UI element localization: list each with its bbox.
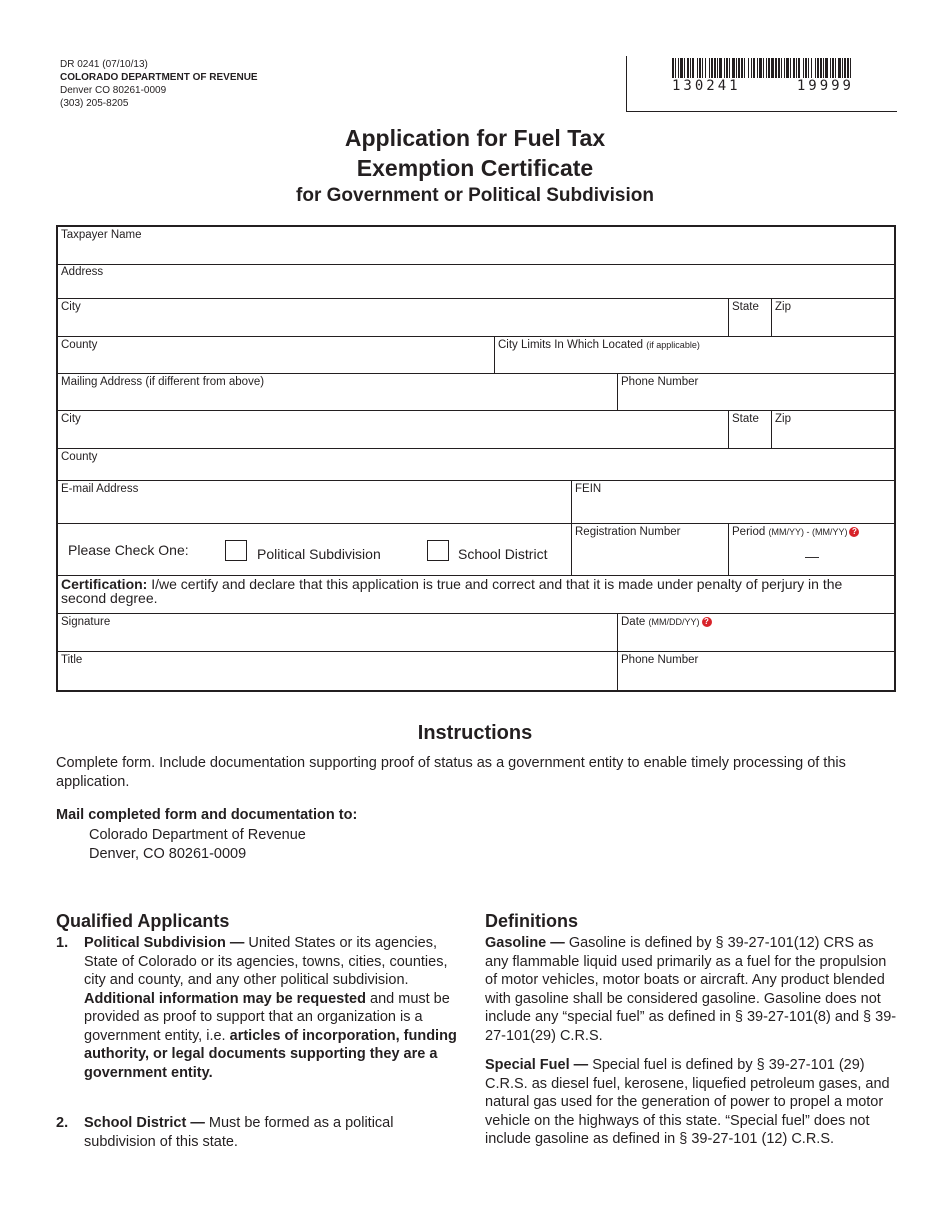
barcode-bar bbox=[709, 58, 710, 78]
barcode-bar bbox=[775, 58, 777, 78]
barcode-bar bbox=[717, 58, 718, 78]
row-title bbox=[58, 652, 894, 690]
item-1-bold-2: articles of incorporation, funding authority, or legal documents supporting they are a government entity. bbox=[84, 1027, 457, 1081]
item-political-subdivision bbox=[84, 934, 469, 1082]
row-signature bbox=[58, 614, 894, 652]
item-1-term: Political Subdivision — bbox=[84, 935, 245, 951]
barcode-bar bbox=[838, 58, 841, 78]
mailing-zip-label: Zip bbox=[775, 413, 791, 425]
barcode-bar bbox=[751, 58, 752, 78]
barcode-bar bbox=[684, 58, 685, 78]
registration-number-label: Registration Number bbox=[575, 526, 681, 538]
barcode-bar bbox=[781, 58, 782, 78]
barcode-bar bbox=[702, 58, 703, 78]
barcode-bar bbox=[823, 58, 824, 78]
state-label: State bbox=[732, 301, 759, 313]
barcode-bar bbox=[778, 58, 780, 78]
barcode-bar bbox=[768, 58, 770, 78]
barcode-bar bbox=[784, 58, 785, 78]
barcode-bar bbox=[726, 58, 728, 78]
barcode-bar bbox=[680, 58, 683, 78]
barcode-bar bbox=[678, 58, 679, 78]
row-email bbox=[58, 481, 894, 524]
item-1-bold-1: Additional information may be requested bbox=[84, 990, 366, 1007]
phone-number-field[interactable] bbox=[617, 374, 894, 410]
definitions-heading: Definitions bbox=[485, 911, 578, 931]
barcode-bar bbox=[842, 58, 843, 78]
subtitle: for Government or Political Subdivision bbox=[296, 185, 654, 206]
certification-text bbox=[61, 577, 891, 605]
instructions-paragraph: Complete form. Include documentation supporting proof of status as a government entity to enable timely processing of this application. bbox=[56, 755, 846, 790]
form-id: DR 0241 (07/10/13) bbox=[60, 59, 148, 70]
qualified-applicants-heading: Qualified Applicants bbox=[56, 911, 230, 931]
barcode-bar bbox=[796, 58, 797, 78]
barcode-number bbox=[672, 78, 854, 94]
check-one-group bbox=[58, 524, 571, 575]
barcode-bar bbox=[850, 58, 851, 78]
barcode-bar bbox=[844, 58, 846, 78]
barcode-bar bbox=[771, 58, 774, 78]
row-mailing bbox=[58, 374, 894, 411]
address-field[interactable] bbox=[58, 265, 894, 298]
barcode-bar bbox=[744, 58, 745, 78]
barcode-bar bbox=[808, 58, 809, 78]
instructions-heading: Instructions bbox=[417, 722, 533, 744]
row-check bbox=[58, 524, 894, 576]
county-field[interactable] bbox=[58, 337, 494, 373]
item-1-number: 1. bbox=[56, 935, 69, 951]
date-format: (MM/DD/YY) bbox=[648, 617, 700, 627]
date-label: Date bbox=[621, 616, 646, 628]
zip-field[interactable] bbox=[771, 299, 894, 336]
please-check-label: Please Check One: bbox=[68, 542, 189, 558]
barcode-bar bbox=[741, 58, 743, 78]
certification-body: I/we certify and declare that this application is true and correct and that it is made under penalty of perjury in the second degree. bbox=[61, 576, 843, 606]
school-district-label: School District bbox=[458, 546, 548, 562]
state-field[interactable] bbox=[728, 299, 771, 336]
fein-field[interactable] bbox=[571, 481, 894, 524]
mailing-zip-field[interactable] bbox=[771, 411, 894, 448]
mailing-state-label: State bbox=[732, 413, 759, 425]
email-field[interactable] bbox=[58, 481, 571, 524]
signer-phone-field[interactable] bbox=[617, 652, 894, 690]
mailing-county-field[interactable] bbox=[58, 449, 894, 480]
signer-phone-label: Phone Number bbox=[621, 654, 699, 666]
mailing-city-label: City bbox=[61, 413, 81, 425]
barcode-bar bbox=[786, 58, 789, 78]
mail-heading: Mail completed form and documentation to: bbox=[56, 807, 358, 823]
definition-gasoline bbox=[485, 934, 897, 1045]
barcode-number-left: 130241 bbox=[672, 78, 741, 94]
date-field[interactable] bbox=[617, 614, 894, 651]
barcode-number-right: 19999 bbox=[796, 78, 854, 94]
city-label: City bbox=[61, 301, 81, 313]
barcode-bar bbox=[675, 58, 676, 78]
barcode-bar bbox=[763, 58, 764, 78]
title-field[interactable] bbox=[58, 652, 617, 690]
mailing-city-field[interactable] bbox=[58, 411, 728, 448]
school-district-checkbox[interactable] bbox=[427, 540, 449, 561]
phone-number-label: Phone Number bbox=[621, 376, 699, 388]
item-school-district bbox=[84, 1114, 469, 1151]
zip-label: Zip bbox=[775, 301, 791, 313]
mailing-county-label: County bbox=[61, 451, 98, 463]
gasoline-text: Gasoline is defined by § 39-27-101(12) CRS as any flammable liquid used primarily as a fuel for the propulsion of motor vehicles, motor boats or aircraft. Any product blended with gasoline shall be considered gasoline. Gasoline does not include any “special fuel” as defined in § 39-27-101(8) and § 39-27-101(29) C.R.S. bbox=[485, 935, 897, 1044]
barcode-bar bbox=[738, 58, 740, 78]
barcode-bar bbox=[748, 58, 749, 78]
barcode-bar bbox=[692, 58, 694, 78]
barcode-bar bbox=[736, 58, 737, 78]
barcode-bar bbox=[815, 58, 816, 78]
mailing-address-label: Mailing Address (if different from above) bbox=[61, 376, 265, 388]
political-subdivision-label: Political Subdivision bbox=[257, 546, 381, 562]
barcode-bar bbox=[817, 58, 819, 78]
email-label: E-mail Address bbox=[61, 483, 139, 495]
item-1-text: United States or its agencies, State of Colorado or its agencies, towns, cities, counties, city and county, and any other political subdivision. bbox=[84, 935, 448, 988]
row-city bbox=[58, 299, 894, 337]
period-field[interactable] bbox=[728, 524, 894, 575]
item-2-text: Must be formed as a political subdivision of this state. bbox=[84, 1115, 394, 1150]
barcode-bar bbox=[825, 58, 828, 78]
county-label: County bbox=[61, 339, 98, 351]
barcode-bar bbox=[687, 58, 689, 78]
taxpayer-name-field[interactable] bbox=[58, 227, 894, 264]
row-city-2 bbox=[58, 411, 894, 449]
city-field[interactable] bbox=[58, 299, 728, 336]
barcode-bar bbox=[672, 58, 674, 78]
city-limits-note: (if applicable) bbox=[646, 340, 700, 350]
item-2-term: School District — bbox=[84, 1115, 205, 1131]
barcode bbox=[672, 58, 854, 78]
barcode-bar bbox=[729, 58, 730, 78]
mail-address-line-1: Colorado Department of Revenue bbox=[89, 827, 306, 843]
barcode-bar bbox=[699, 58, 701, 78]
barcode-bar bbox=[705, 58, 706, 78]
row-certification bbox=[58, 576, 894, 614]
period-format: (MM/YY) - (MM/YY) bbox=[768, 527, 848, 537]
row-county bbox=[58, 337, 894, 374]
title-line-2: Exemption Certificate bbox=[356, 155, 594, 181]
department-phone: (303) 205-8205 bbox=[60, 98, 129, 109]
barcode-bar bbox=[847, 58, 849, 78]
registration-number-field[interactable] bbox=[571, 524, 728, 575]
fein-label: FEIN bbox=[575, 483, 602, 495]
gasoline-term: Gasoline — bbox=[485, 935, 565, 951]
barcode-bar bbox=[714, 58, 716, 78]
signature-field[interactable] bbox=[58, 614, 617, 651]
city-limits-field[interactable] bbox=[494, 337, 894, 373]
special-fuel-text: Special fuel is defined by § 39-27-101 (29) C.R.S. as diesel fuel, kerosene, liquefied petroleum gases, and natural gas used for the generation of power to propel a motor vehicle on the highways of this state. “Special fuel” does not include gasoline as defined in § 39-27-101 (12) C.R.S. bbox=[485, 1057, 890, 1147]
barcode-bar bbox=[832, 58, 834, 78]
definition-special-fuel bbox=[485, 1056, 897, 1149]
certification-label: Certification: bbox=[61, 576, 148, 592]
barcode-bar bbox=[724, 58, 725, 78]
signature-label: Signature bbox=[61, 616, 111, 628]
row-address bbox=[58, 265, 894, 299]
barcode-bar bbox=[811, 58, 812, 78]
period-help-icon[interactable]: ? bbox=[849, 527, 859, 537]
barcode-bar bbox=[757, 58, 758, 78]
title-label: Title bbox=[61, 654, 83, 666]
period-dash: — bbox=[805, 548, 819, 564]
mail-address-line-2: Denver, CO 80261-0009 bbox=[89, 846, 247, 862]
period-label: Period bbox=[732, 526, 766, 538]
barcode-bar bbox=[820, 58, 822, 78]
title-line-1: Application for Fuel Tax bbox=[344, 125, 606, 151]
barcode-bar bbox=[766, 58, 767, 78]
barcode-bar bbox=[719, 58, 722, 78]
barcode-bar bbox=[798, 58, 800, 78]
department-city: Denver CO 80261-0009 bbox=[60, 85, 167, 96]
barcode-bar bbox=[690, 58, 691, 78]
item-2-number: 2. bbox=[56, 1115, 69, 1131]
barcode-bar bbox=[697, 58, 698, 78]
barcode-bar bbox=[759, 58, 762, 78]
barcode-bar bbox=[753, 58, 755, 78]
political-subdivision-checkbox[interactable] bbox=[225, 540, 247, 561]
barcode-bar bbox=[732, 58, 735, 78]
date-help-icon[interactable]: ? bbox=[702, 617, 712, 627]
barcode-bar bbox=[805, 58, 807, 78]
barcode-bar bbox=[835, 58, 836, 78]
barcode-bar bbox=[790, 58, 791, 78]
address-label: Address bbox=[61, 266, 104, 278]
special-fuel-term: Special Fuel — bbox=[485, 1057, 589, 1073]
barcode-bar bbox=[830, 58, 831, 78]
form-header bbox=[60, 58, 258, 110]
barcode-bar bbox=[793, 58, 795, 78]
row-taxpayer-name bbox=[58, 227, 894, 265]
row-county-2 bbox=[58, 449, 894, 481]
taxpayer-name-label: Taxpayer Name bbox=[61, 229, 142, 241]
barcode-bar bbox=[803, 58, 804, 78]
barcode-bar bbox=[711, 58, 713, 78]
department-name: COLORADO DEPARTMENT OF REVENUE bbox=[60, 72, 258, 83]
city-limits-label: City Limits In Which Located bbox=[498, 339, 644, 351]
application-form bbox=[56, 225, 896, 692]
mailing-address-field[interactable] bbox=[58, 374, 617, 410]
mailing-state-field[interactable] bbox=[728, 411, 771, 448]
item-1-text-2: and must be provided as proof to support that an organization is a government entity, i.e. bbox=[84, 990, 450, 1044]
